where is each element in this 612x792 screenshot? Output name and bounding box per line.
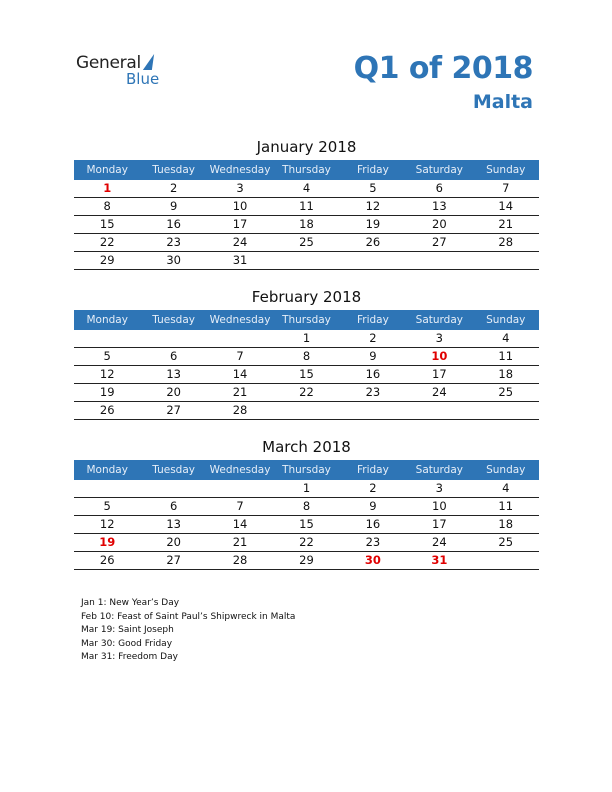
day-cell: 7: [236, 349, 244, 363]
day-cell: 17: [432, 367, 447, 381]
day-cell: 29: [99, 253, 115, 267]
weekday-label: Monday: [86, 314, 128, 326]
day-cell: 25: [498, 385, 514, 399]
day-cell: 25: [299, 235, 314, 249]
day-cell: 4: [502, 331, 510, 345]
logo-flag-icon: [143, 54, 154, 70]
day-cell: 28: [498, 235, 514, 249]
day-cell: 27: [166, 553, 181, 567]
weekday-label: Thursday: [282, 164, 331, 176]
day-cell: 19: [99, 385, 115, 399]
week-row: [74, 516, 539, 534]
day-cell: 1: [302, 331, 311, 345]
weekday-label: Saturday: [415, 464, 463, 476]
day-cell: 17: [232, 217, 248, 231]
day-cell: 18: [299, 217, 314, 231]
day-cell: 28: [232, 553, 248, 567]
day-cell: 15: [99, 217, 115, 231]
day-cell: 22: [299, 535, 314, 549]
day-cell: 15: [299, 517, 314, 531]
week-row: [74, 198, 539, 216]
day-cell: [340, 402, 406, 419]
day-cell: 8: [302, 349, 311, 363]
week-row: [74, 252, 539, 270]
day-cell: 22: [299, 385, 314, 399]
holiday-note: Mar 19: Saint Joseph: [81, 625, 174, 635]
week-row: [74, 402, 539, 420]
country-name: Malta: [472, 91, 533, 113]
day-cell: 6: [169, 349, 178, 363]
logo: [76, 53, 176, 89]
day-cell: 9: [369, 499, 377, 513]
day-cell: [207, 330, 273, 347]
day-cell: 10: [432, 499, 447, 513]
day-cell: 24: [232, 235, 248, 249]
month-title: January 2018: [256, 138, 357, 156]
day-cell: [406, 252, 472, 269]
week-row: [74, 348, 539, 366]
day-cell: [207, 480, 273, 497]
day-cell: 11: [299, 199, 314, 213]
day-cell: 23: [365, 535, 381, 549]
day-cell: [406, 402, 472, 419]
week-row: [74, 498, 539, 516]
day-cell: 11: [498, 349, 514, 363]
logo-blue-text: Blue: [126, 70, 160, 88]
day-cell: [340, 252, 406, 269]
weekday-label: Wednesday: [209, 164, 271, 176]
weekday-label: Thursday: [282, 464, 331, 476]
day-cell: 11: [498, 499, 514, 513]
day-cell: 24: [432, 385, 447, 399]
day-cell: 14: [232, 367, 248, 381]
page-title: Q1 of 2018: [353, 51, 533, 86]
day-cell: 12: [99, 517, 115, 531]
weekday-label: Wednesday: [209, 464, 271, 476]
week-row: [74, 330, 539, 348]
day-cell: 1: [302, 481, 311, 495]
weekday-label: Friday: [356, 314, 389, 326]
weekday-label: Tuesday: [152, 314, 195, 326]
day-cell: 13: [166, 517, 181, 531]
day-cell: 5: [103, 349, 111, 363]
week-row: [74, 552, 539, 570]
day-cell: [473, 552, 539, 569]
day-cell: 28: [232, 403, 248, 417]
day-cell: 5: [103, 499, 111, 513]
day-cell: 16: [365, 517, 381, 531]
month-title: February 2018: [251, 288, 362, 306]
day-cell: 2: [369, 331, 377, 345]
day-cell: 21: [232, 385, 248, 399]
week-row: [74, 180, 539, 198]
day-cell: 18: [498, 517, 514, 531]
day-cell: 14: [232, 517, 248, 531]
day-cell: 6: [435, 181, 443, 195]
day-cell: [273, 252, 339, 269]
weekday-label: Thursday: [282, 314, 331, 326]
week-row: [74, 234, 539, 252]
day-cell: 27: [432, 235, 447, 249]
holiday-note: Feb 10: Feast of Saint Paul’s Shipwreck in Malta: [81, 611, 296, 622]
day-cell: 12: [99, 367, 115, 381]
day-cell: 20: [432, 217, 447, 231]
day-cell: 7: [502, 181, 510, 195]
day-cell: 2: [369, 481, 377, 495]
holiday-note: Mar 31: Freedom Day: [81, 652, 178, 662]
day-cell: 3: [435, 331, 443, 345]
day-cell: 16: [166, 217, 181, 231]
day-cell: 30: [166, 253, 181, 267]
day-cell: 25: [498, 535, 514, 549]
day-cell: 12: [365, 199, 381, 213]
day-cell: 1: [103, 181, 112, 195]
day-cell: 3: [236, 181, 244, 195]
weekday-label: Saturday: [415, 314, 463, 326]
day-cell: 14: [498, 199, 514, 213]
weekday-label: Monday: [86, 164, 128, 176]
day-cell: 5: [369, 181, 377, 195]
day-cell: [473, 402, 539, 419]
day-cell: 2: [169, 181, 178, 195]
weekday-label: Wednesday: [209, 314, 271, 326]
holiday-note: Mar 30: Good Friday: [81, 638, 173, 649]
month-january: [74, 138, 539, 270]
day-cell: 22: [99, 235, 115, 249]
day-cell: 19: [365, 217, 381, 231]
weekday-label: Tuesday: [152, 164, 195, 176]
day-cell: 13: [166, 367, 181, 381]
week-row: [74, 216, 539, 234]
day-cell: 23: [365, 385, 381, 399]
day-cell: 15: [299, 367, 314, 381]
day-cell: 7: [236, 499, 244, 513]
day-cell: 26: [99, 403, 115, 417]
weekday-label: Friday: [356, 464, 389, 476]
weekday-label: Friday: [356, 164, 389, 176]
day-cell: 16: [365, 367, 381, 381]
weekday-label: Monday: [86, 464, 128, 476]
day-cell: 13: [432, 199, 447, 213]
month-february: [74, 288, 539, 420]
day-cell: [273, 402, 339, 419]
day-cell: 31: [232, 253, 248, 267]
day-cell: 21: [498, 217, 514, 231]
month-grid: [74, 480, 539, 570]
weekday-header: [74, 460, 539, 480]
day-cell: [140, 330, 206, 347]
day-cell: 31: [431, 553, 448, 567]
weekday-label: Tuesday: [152, 464, 195, 476]
holiday-notes: [81, 597, 295, 665]
day-cell: [74, 330, 140, 347]
holiday-note: Jan 1: New Year’s Day: [81, 598, 180, 608]
day-cell: 8: [103, 199, 111, 213]
day-cell: 29: [299, 553, 314, 567]
day-cell: [74, 480, 140, 497]
day-cell: 27: [166, 403, 181, 417]
month-grid: [74, 180, 539, 270]
month-march: [74, 438, 539, 570]
day-cell: 30: [364, 553, 381, 567]
weekday-header: [74, 310, 539, 330]
day-cell: 17: [432, 517, 447, 531]
weekday-header: [74, 160, 539, 180]
day-cell: 21: [232, 535, 248, 549]
logo-general-text: General: [76, 53, 141, 73]
weekday-label: Sunday: [486, 314, 526, 326]
weekday-label: Saturday: [415, 164, 463, 176]
day-cell: 24: [432, 535, 447, 549]
day-cell: 3: [435, 481, 443, 495]
day-cell: [473, 252, 539, 269]
day-cell: 8: [302, 499, 311, 513]
day-cell: 6: [169, 499, 178, 513]
month-grid: [74, 330, 539, 420]
day-cell: 9: [369, 349, 377, 363]
day-cell: 10: [232, 199, 248, 213]
day-cell: 20: [166, 535, 181, 549]
day-cell: 4: [302, 181, 311, 195]
month-title: March 2018: [262, 438, 351, 456]
day-cell: 23: [166, 235, 181, 249]
day-cell: 4: [502, 481, 510, 495]
weekday-label: Sunday: [486, 464, 526, 476]
week-row: [74, 534, 539, 552]
day-cell: 26: [365, 235, 381, 249]
week-row: [74, 480, 539, 498]
day-cell: 19: [99, 535, 116, 549]
day-cell: [140, 480, 206, 497]
day-cell: 26: [99, 553, 115, 567]
day-cell: 10: [431, 349, 448, 363]
week-row: [74, 366, 539, 384]
day-cell: 20: [166, 385, 181, 399]
day-cell: 18: [498, 367, 514, 381]
weekday-label: Sunday: [486, 164, 526, 176]
week-row: [74, 384, 539, 402]
day-cell: 9: [169, 199, 178, 213]
